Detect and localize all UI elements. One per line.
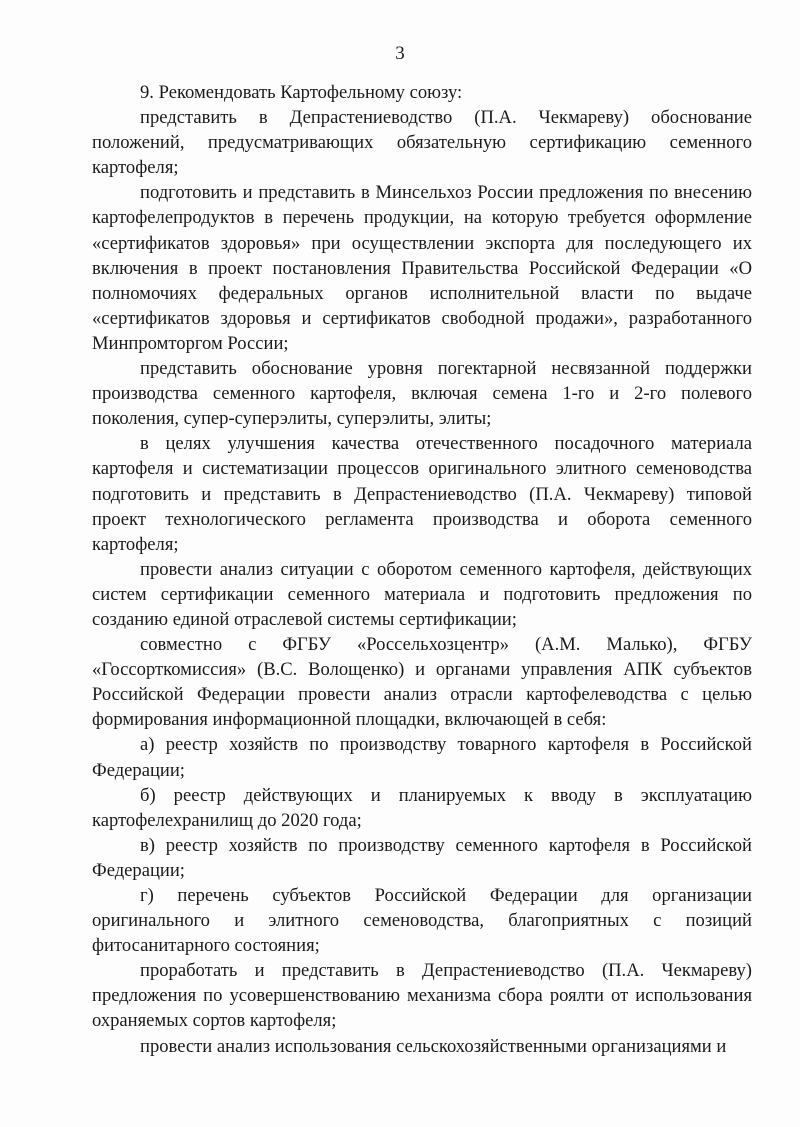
paragraph-technological-regulation: в целях улучшения качества отечественного посадочного материала картофеля и систематизации процессов оригинального элитного семеноводства подготовить и представить в Депрастениеводство (П.А. Чекмареву) типовой проект технологического регламента производства и оборота семенного картофеля; — [92, 433, 752, 555]
paragraph-royalty-mechanism: проработать и представить в Депрастениеводство (П.А. Чекмареву) предложения по усовершенствованию механизма сбора роялти от использования охраняемых сортов картофеля; — [92, 960, 752, 1032]
list-item-d: г) перечень субъектов Российской Федерации для организации оригинального и элитного семеноводства, благоприятных с позиций фитосанитарного состояния; — [92, 885, 752, 957]
paragraph-industry-analysis: совместно с ФГБУ «Россельхозцентр» (А.М. Малько), ФГБУ «Госсорткомиссия» (В.С. Волощенко) и органами управления АПК субъектов Российской Федерации провести анализ отрасли картофелеводства с целью формирования информационной площадки, включающей в себя: — [92, 634, 752, 731]
document-body — [92, 80, 752, 1059]
paragraph-certification-justification: представить в Депрастениеводство (П.А. Чекмареву) обоснование положений, предусматривающих обязательную сертификацию семенного картофеля; — [92, 107, 752, 179]
paragraph-seed-turnover-analysis: провести анализ ситуации с оборотом семенного картофеля, действующих систем сертификации семенного материала и подготовить предложения по созданию единой отраслевой системы сертификации; — [92, 558, 752, 630]
page-number: 3 — [395, 43, 405, 64]
list-item-a: а) реестр хозяйств по производству товарного картофеля в Российской Федерации; — [92, 734, 752, 781]
list-item-b: б) реестр действующих и планируемых к вводу в эксплуатацию картофелехранилищ до 2020 года; — [92, 784, 752, 831]
paragraph-item-9-heading: 9. Рекомендовать Картофельному союзу: — [140, 82, 463, 103]
paragraph-per-hectare-support: представить обоснование уровня погектарной несвязанной поддержки производства семенного картофеля, включая семена 1-го и 2-го полевого поколения, супер-суперэлиты, суперэлиты, элиты; — [92, 358, 752, 430]
list-item-c: в) реестр хозяйств по производству семенного картофеля в Российской Федерации; — [92, 834, 752, 881]
paragraph-usage-analysis: провести анализ использования сельскохозяйственными организациями и — [140, 1035, 727, 1057]
paragraph-health-certificates: подготовить и представить в Минсельхоз России предложения по внесению картофелепродуктов в перечень продукции, на которую требуется оформление «сертификатов здоровья» при осуществлении экспорта для последующего их включения в проект постановления Правительства Российской Федерации «О полномочиях федеральных органов исполнительной власти по выдаче «сертификатов здоровья и сертификатов свободной продажи», разработанного Минпромторгом России; — [92, 182, 752, 354]
